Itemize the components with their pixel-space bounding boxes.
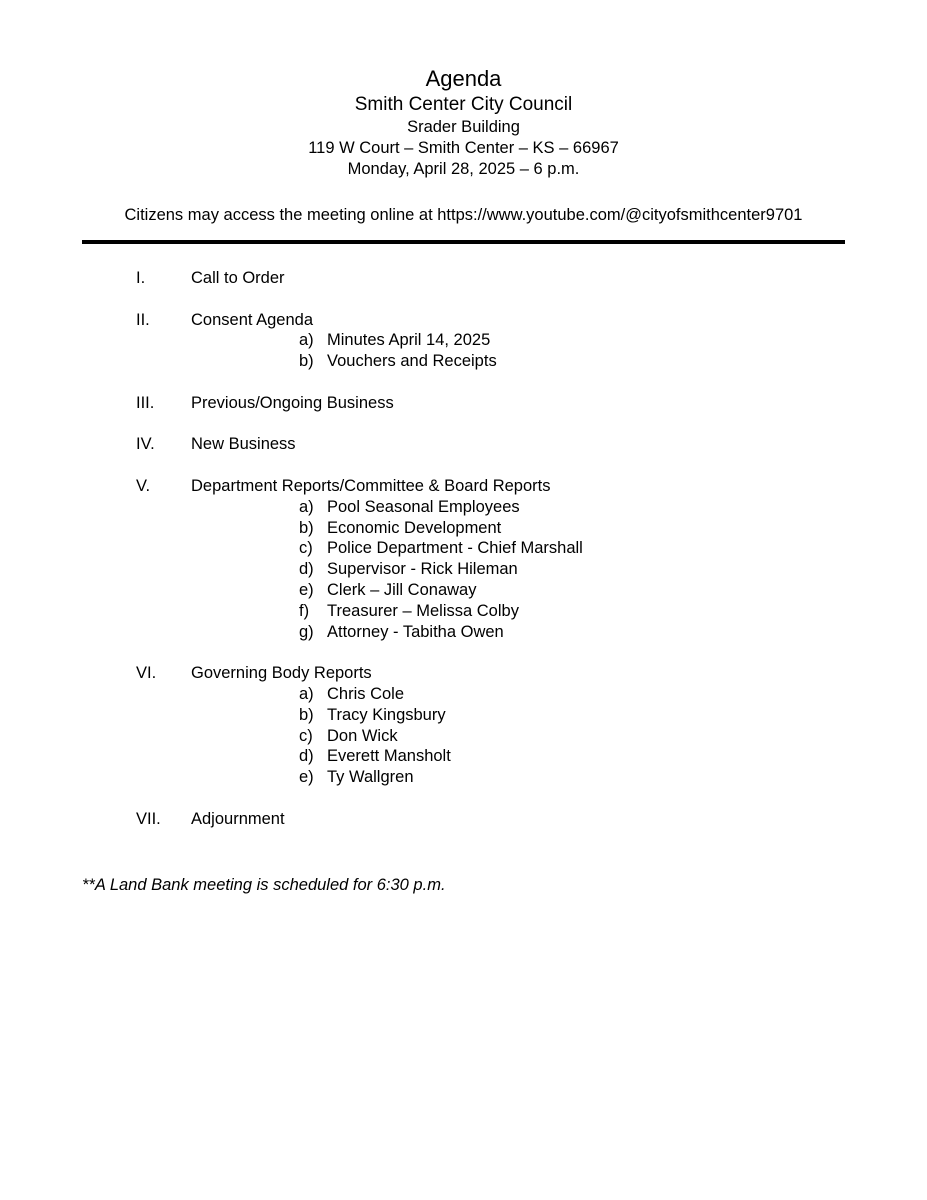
agenda-subitem-letter: b) [299,352,314,371]
agenda-item-row [0,310,927,331]
agenda-subitem-label: Everett Mansholt [327,747,451,766]
agenda-subitem [0,538,927,559]
agenda-subitem-letter: a) [299,684,314,703]
agenda-item-numeral: V. [136,476,151,495]
agenda-subitem [0,684,927,705]
page-title: Agenda [425,66,502,91]
agenda-subitem [0,622,927,643]
meeting-datetime: Monday, April 28, 2025 – 6 p.m. [347,160,580,178]
agenda-list [0,268,927,850]
land-bank-note: **A Land Bank meeting is scheduled for 6:30 p.m. [82,876,446,894]
agenda-subitem-label: Treasurer – Melissa Colby [327,601,519,620]
agenda-subitem-letter: e) [299,768,314,787]
agenda-item [0,809,927,830]
agenda-item [0,434,927,455]
agenda-subitem-letter: a) [299,497,314,516]
agenda-subitem-letter: a) [299,331,314,350]
agenda-subitem-label: Pool Seasonal Employees [327,497,520,516]
meeting-address: 119 W Court – Smith Center – KS – 66967 [308,139,619,157]
agenda-item-row [0,434,927,455]
agenda-subitem [0,351,927,372]
agenda-subitem [0,497,927,518]
agenda-subitem-label: Minutes April 14, 2025 [327,331,491,350]
agenda-subitem [0,330,927,351]
agenda-subitem-letter: d) [299,747,314,766]
online-access-notice: Citizens may access the meeting online at https://www.youtube.com/@cityofsmithcenter9701 [124,206,803,224]
agenda-subitem-label: Tracy Kingsbury [327,705,446,724]
agenda-subitem-label: Economic Development [327,518,502,537]
agenda-subitem-letter: b) [299,518,314,537]
agenda-subitem-letter: d) [299,560,314,579]
agenda-item-label: New Business [191,435,296,454]
agenda-item-numeral: II. [136,310,150,329]
agenda-subitem [0,580,927,601]
agenda-subitem-letter: f) [299,601,310,620]
agenda-subitem [0,726,927,747]
agenda-subitem-label: Chris Cole [327,684,405,703]
agenda-item-numeral: VI. [136,664,157,683]
agenda-item-row [0,268,927,289]
agenda-subitem [0,705,927,726]
agenda-subitem-label: Don Wick [327,726,398,745]
organization-name: Smith Center City Council [354,94,573,115]
agenda-subitem-letter: e) [299,580,314,599]
agenda-item-numeral: IV. [136,435,155,454]
agenda-item [0,476,927,642]
agenda-header [0,64,927,180]
agenda-item-row [0,393,927,414]
agenda-item-label: Call to Order [191,269,285,287]
agenda-subitem [0,559,927,580]
agenda-item [0,310,927,372]
agenda-item-numeral: VII. [136,809,161,828]
agenda-item-numeral: III. [136,393,155,412]
agenda-item [0,663,927,788]
agenda-subitem-letter: g) [299,622,314,641]
agenda-subitem-label: Attorney - Tabitha Owen [327,622,504,641]
agenda-subitem [0,601,927,622]
agenda-subitem [0,746,927,767]
agenda-subitem-letter: b) [299,705,314,724]
agenda-subitem-label: Police Department - Chief Marshall [327,539,583,558]
agenda-subitem-letter: c) [299,726,313,745]
header-divider [82,240,845,244]
agenda-item-label: Consent Agenda [191,310,314,329]
agenda-subitem-label: Ty Wallgren [327,768,414,787]
agenda-item-label: Adjournment [191,809,285,828]
agenda-item-row [0,809,927,830]
agenda-subitem-label: Clerk – Jill Conaway [327,580,477,599]
agenda-item-label: Governing Body Reports [191,664,372,683]
agenda-subitem-label: Supervisor - Rick Hileman [327,560,518,579]
agenda-item [0,268,927,289]
agenda-subitem-label: Vouchers and Receipts [327,352,497,371]
agenda-subitem [0,518,927,539]
agenda-subitem [0,767,927,788]
agenda-item-label: Department Reports/Committee & Board Reports [191,476,551,495]
agenda-item-row [0,476,927,497]
agenda-item-numeral: I. [136,269,146,287]
agenda-item-label: Previous/Ongoing Business [191,393,394,412]
agenda-item [0,393,927,414]
agenda-item-row [0,663,927,684]
agenda-subitem-letter: c) [299,539,313,558]
building-name: Srader Building [407,118,520,136]
